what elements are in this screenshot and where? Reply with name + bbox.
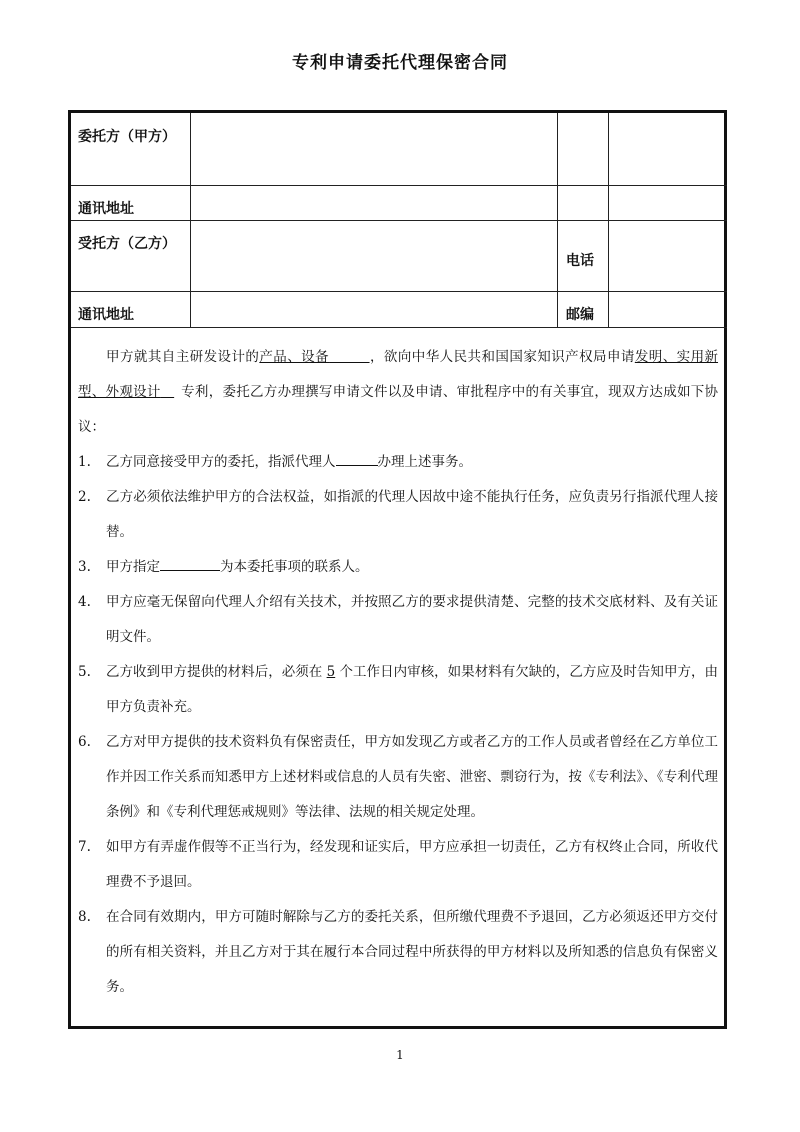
clause-text-part: 个工作日内审核，如果材料有欠缺的，乙方应及时告知甲方，由甲方负责补充。 (106, 664, 719, 715)
intro-spacer (174, 384, 181, 400)
row-divider (71, 185, 727, 186)
clause-text (106, 550, 718, 585)
column-divider (557, 113, 558, 327)
page-number: 1 (396, 1048, 404, 1062)
clause-item (78, 585, 718, 655)
agreement-body (78, 340, 718, 1005)
document-title: 专利申请委托代理保密合同 (292, 53, 508, 73)
agent-address-label: 通讯地址 (78, 307, 134, 323)
row-divider (71, 220, 727, 221)
agent-label: 受托方（乙方） (78, 236, 176, 252)
review-days-field: 5 (326, 664, 336, 680)
intro-text: 专利，委托乙方办理撰写申请文件以及申请、审批程序中的有关事宜，现双方达成如下协议： (78, 384, 719, 435)
agent-name-blank (336, 449, 378, 466)
clause-text-part: 办理上述事务。 (377, 454, 472, 470)
clause-number: 5. (78, 664, 91, 680)
clause-number: 3. (78, 559, 91, 575)
clause-number: 6. (78, 734, 91, 750)
clause-text: 乙方对甲方提供的技术资料负有保密责任，甲方如发现乙方或者乙方的工作人员或者曾经在乙方单位工作并因工作关系而知悉甲方上述材料或信息的人员有失密、泄密、剽窃行为，按《专利法》、《专利代理条例》和《专利代理惩戒规则》等法律、法规的相关规定处理。 (106, 734, 718, 820)
postcode-label: 邮编 (566, 307, 594, 323)
product-field: 产品、设备 (259, 349, 330, 365)
client-address-label: 通讯地址 (78, 201, 134, 217)
clause-number: 1. (78, 454, 91, 470)
clause-number: 2. (78, 489, 91, 505)
clause-item (78, 900, 718, 1005)
clause-text (106, 655, 718, 725)
clause-text: 乙方必须依法维护甲方的合法权益，如指派的代理人因故中途不能执行任务，应负责另行指派代理人接替。 (106, 489, 718, 540)
client-label: 委托方（甲方） (78, 129, 176, 145)
clause-item (78, 550, 718, 585)
clause-number: 7. (78, 839, 91, 855)
patent-types-blank (161, 384, 175, 400)
clause-item (78, 725, 718, 830)
row-divider (71, 291, 727, 292)
clause-item (78, 445, 718, 480)
clause-text-part: 乙方同意接受甲方的委托，指派代理人 (106, 454, 336, 470)
clause-text-part: 乙方收到甲方提供的材料后，必须在 (106, 664, 323, 680)
clause-number: 8. (78, 909, 91, 925)
clause-text-part: 为本委托事项的联系人。 (220, 559, 369, 575)
patent-types-field: 发明、实用新型、外观设计 (78, 349, 719, 400)
clause-text: 甲方应毫无保留向代理人介绍有关技术，并按照乙方的要求提供清楚、完整的技术交底材料、及有关证明文件。 (106, 594, 718, 645)
product-blank (329, 349, 370, 365)
clause-text-part: 甲方指定 (106, 559, 160, 575)
intro-text: ，欲向中华人民共和国国家知识产权局申请 (369, 349, 635, 365)
clause-item (78, 655, 718, 725)
clause-number: 4. (78, 594, 91, 610)
contact-person-blank (160, 554, 220, 571)
clause-text: 在合同有效期内，甲方可随时解除与乙方的委托关系，但所缴代理费不予退回，乙方必须返还甲方交付的所有相关资料，并且乙方对于其在履行本合同过程中所获得的甲方材料以及所知悉的信息负有保密义务。 (106, 909, 718, 995)
intro-paragraph (78, 340, 718, 445)
column-divider (608, 113, 609, 327)
phone-label: 电话 (566, 253, 594, 269)
clause-text (106, 445, 718, 480)
column-divider (190, 113, 191, 327)
clause-item (78, 830, 718, 900)
row-divider (71, 327, 727, 328)
intro-text: 甲方就其自主研发设计的 (106, 349, 260, 365)
clause-item (78, 480, 718, 550)
clause-text: 如甲方有弄虚作假等不正当行为，经发现和证实后，甲方应承担一切责任，乙方有权终止合同，所收代理费不予退回。 (106, 839, 718, 890)
